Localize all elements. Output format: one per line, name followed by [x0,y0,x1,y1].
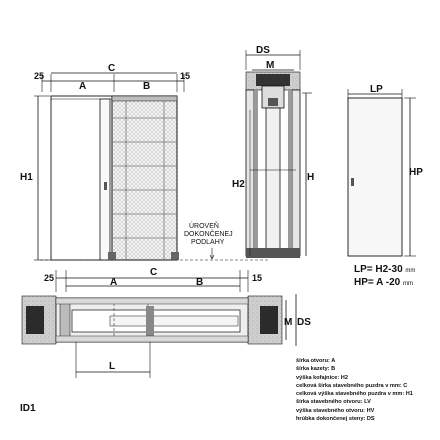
floor-note-line3: PODLAHY [191,239,225,246]
door-leaf-view [348,84,423,256]
front-h1-label: H1 [20,172,33,183]
plan-c-label: C [150,267,158,278]
section-view [232,45,314,258]
legend-item: výška kofajnice: H2 [296,374,348,381]
section-ds-label: DS [256,45,270,56]
legend-item: celková výška stavebného puzdra v mm: H1 [296,391,413,398]
plan-right-offset-label: 15 [252,273,263,283]
plan-a-label: A [110,277,118,288]
door-hp-label: HP [409,167,423,178]
hp-formula-unit: mm [403,281,414,287]
legend-item: šírka otvoru: A [296,358,336,364]
hp-formula [354,277,415,290]
product-code: ID1 [20,403,36,414]
front-a-label: A [79,81,87,92]
lp-formula-unit: mm [405,268,416,274]
legend-item: celková šírka stavebného puzdra v mm: C [296,382,408,389]
lp-formula-text: LP= H2-30 [354,264,403,275]
floor-note-line1: ÚROVEŇ [189,223,219,230]
legend [296,357,440,423]
hp-formula-text: HP= A -20 [354,277,401,288]
legend-item: šírka kazety: B [296,366,336,373]
legend-item: šírka stavebného otvoru: LV [296,399,371,406]
floor-note-line2: DOKONČENEJ [184,231,233,238]
lp-formula [354,264,415,277]
plan-ds-label: DS [297,317,311,328]
plan-left-offset-label: 25 [44,273,55,283]
section-h-label: H [307,172,315,183]
legend-item: hrúbka dokončenej steny: DS [296,416,375,423]
front-c-label: C [108,63,116,74]
plan-l-label: L [109,361,116,372]
plan-b-label: B [196,277,204,288]
section-h2-label: H2 [232,179,245,190]
front-left-offset-label: 25 [34,71,45,81]
formulas [354,264,415,290]
plan-m-label: M [284,317,293,328]
plan-view [22,267,311,378]
section-m-label: M [266,60,275,71]
front-view [20,63,270,260]
front-right-offset-label: 15 [180,71,191,81]
front-b-label: B [143,81,151,92]
door-lp-label: LP [370,84,383,95]
legend-item: výška stavebného otvoru: HV [296,407,375,414]
